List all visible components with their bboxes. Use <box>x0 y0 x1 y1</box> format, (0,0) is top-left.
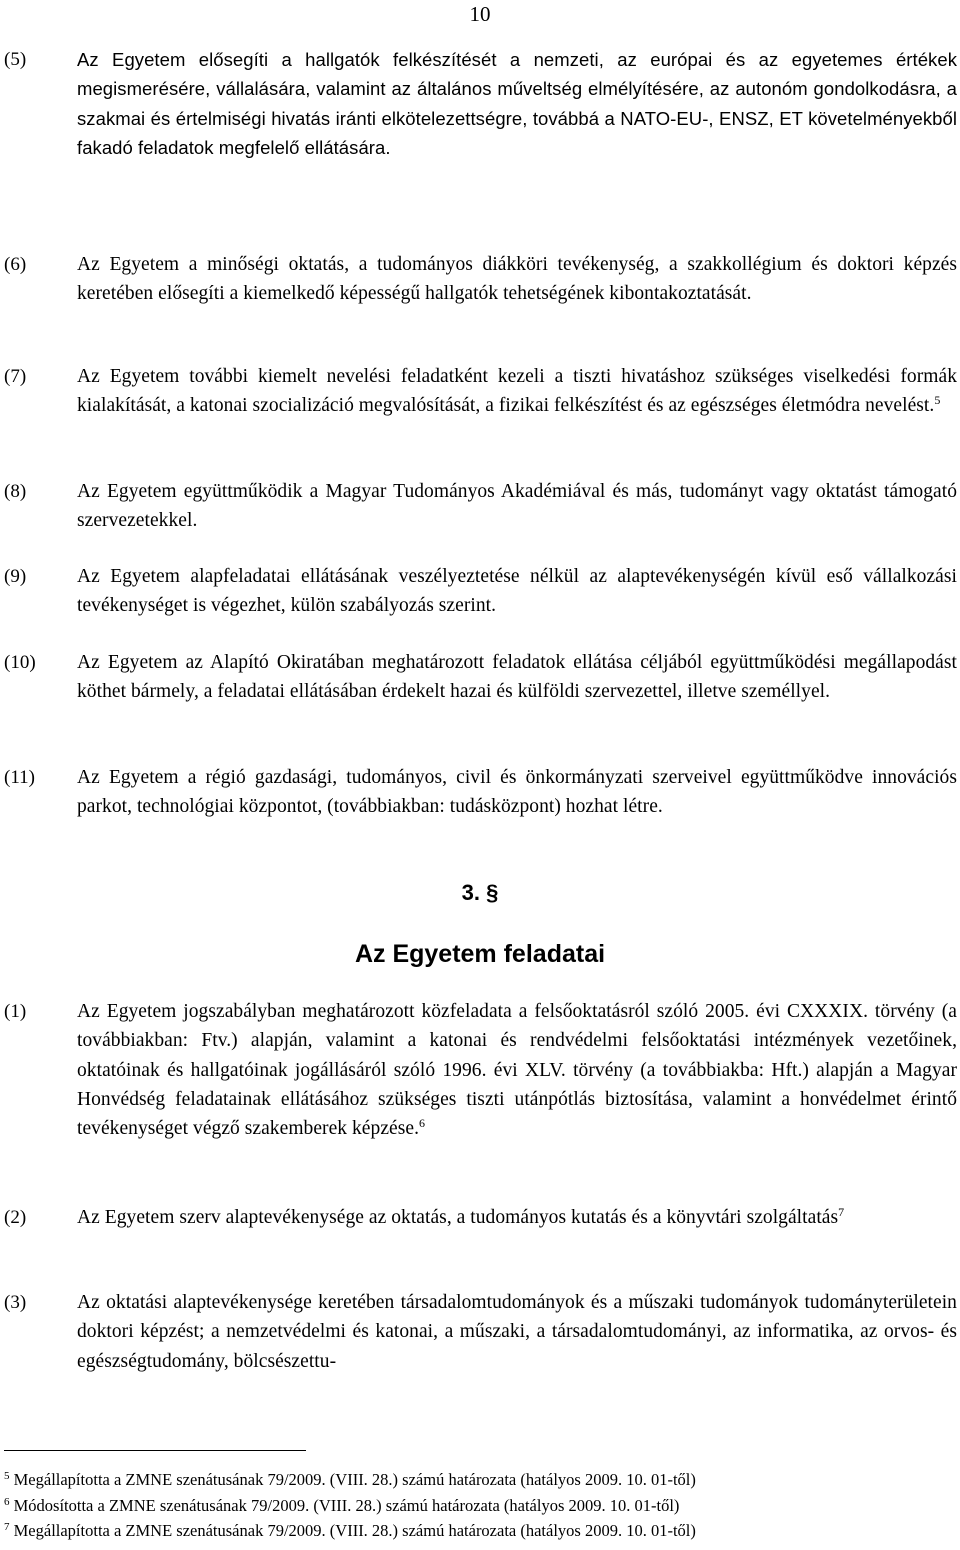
paragraph-text <box>77 763 957 822</box>
paragraph-number: (10) <box>4 652 36 673</box>
paragraph-5 <box>4 45 956 162</box>
footnote-6 <box>4 1493 954 1519</box>
paragraph-7 <box>4 362 956 421</box>
paragraph-text <box>77 648 957 707</box>
paragraph-number: (7) <box>4 366 27 387</box>
section-number: 3. § <box>461 880 499 905</box>
footnote-text: Megállapította a ZMNE szenátusának 79/2009. (VIII. 28.) számú határozata (hatályos 2009. 10. 01-től) <box>13 1470 696 1489</box>
paragraph-body: Az oktatási alaptevékenysége keretében társadalomtudományok és a műszaki tudományok tudományterületein doktori képzést; a nemzetvédelmi és katonai, a műszaki, a társadalomtudományi, az informatika, az orvos- és egészségtudomány, bölcsészettu- <box>77 1292 957 1372</box>
paragraph-body: Az Egyetem a régió gazdasági, tudományos, civil és önkormányzati szerveivel együttműködve innovációs parkot, technológiai központot, (továbbiakban: tudásközpont) hozhat létre. <box>77 767 957 818</box>
paragraph-number: (3) <box>4 1292 27 1313</box>
page-number: 10 <box>469 2 491 26</box>
paragraph-number: (1) <box>4 1001 27 1022</box>
paragraph-text <box>77 362 957 421</box>
paragraph-body: Az Egyetem elősegíti a hallgatók felkészítését a nemzeti, az európai és az egyetemes értékek megismerésére, vállalására, valamint az általános műveltség elmélyítésére, az autonóm gondolkodásra, a szakmai és értelmiségi hivatás iránti elkötelezettségre, továbbá a NATO-EU-, ENSZ, ET követelményekből fakadó feladatok megfelelő ellátására. <box>77 49 957 158</box>
footnote-text: Megállapította a ZMNE szenátusának 79/2009. (VIII. 28.) számú határozata (hatályos 2009. 10. 01-től) <box>13 1521 696 1541</box>
paragraph-body: Az Egyetem a minőségi oktatás, a tudományos diákköri tevékenység, a szakkollégium és doktori képzés keretében elősegíti a kiemelkedő képességű hallgatók tehetségének kibontakoztatását. <box>77 254 957 305</box>
paragraph-11 <box>4 763 956 822</box>
paragraph-number: (5) <box>4 49 27 70</box>
paragraph-text <box>77 45 957 162</box>
paragraph-6 <box>4 250 956 309</box>
paragraph-number: (6) <box>4 254 27 275</box>
section-title: Az Egyetem feladatai <box>354 940 606 968</box>
paragraph-body: Az Egyetem az Alapító Okiratában meghatározott feladatok ellátása céljából együttműködési megállapodást köthet bármely, a feladatai ellátásában érdekelt hazai és külföldi szervezettel, illetve személlyel. <box>77 652 957 703</box>
paragraph-body: Az Egyetem további kiemelt nevelési feladatként kezeli a tiszti hivatáshoz szükséges viselkedési formák kialakítását, a katonai szocializáció megvalósítását, a fizikai felkészítést és az egészséges életmódra nevelést. <box>77 366 957 417</box>
footnote-7 <box>4 1518 954 1544</box>
paragraph-text <box>77 250 957 309</box>
paragraph-body: Az Egyetem szerv alaptevékenysége az oktatás, a tudományos kutatás és a könyvtári szolgáltatás <box>77 1207 839 1228</box>
paragraph-text <box>77 477 957 536</box>
footnote-number: 6 <box>4 1495 10 1508</box>
footnote-text: Módosította a ZMNE szenátusának 79/2009. (VIII. 28.) számú határozata (hatályos 2009. 10. 01-től) <box>13 1495 680 1515</box>
paragraph-text <box>77 1203 957 1232</box>
paragraph-text <box>77 1288 957 1376</box>
paragraph-number: (11) <box>4 767 35 788</box>
footnote-ref: 6 <box>419 1116 426 1131</box>
section-paragraph-2 <box>4 1203 956 1232</box>
footnote-number: 5 <box>4 1470 10 1482</box>
paragraph-text <box>77 562 957 621</box>
paragraph-body: Az Egyetem jogszabályban meghatározott közfeladata a felsőoktatásról szóló 2005. évi CXXXIX. törvény (a továbbiakban: Ftv.) alapján, valamint a katonai és rendvédelmi felsőoktatási intézmények vezetőinek, oktatóinak és hallgatóinak jogállásáról szóló 1996. évi XLV. törvény (a továbbiakba: Hft.) alapján a Magyar Honvédség feladatainak ellátásához szükséges tiszti utánpótlás biztosítása, valamint a honvédelmet érintő tevékenységet végző szakemberek képzése. <box>77 1001 957 1140</box>
paragraph-number: (8) <box>4 481 27 502</box>
paragraph-body: Az Egyetem együttműködik a Magyar Tudományos Akadémiával és más, tudományt vagy oktatást támogató szervezetekkel. <box>77 481 957 532</box>
footnotes <box>4 1467 954 1544</box>
paragraph-text <box>77 997 957 1143</box>
footnote-ref: 5 <box>934 393 941 408</box>
paragraph-number: (2) <box>4 1207 27 1228</box>
footnote-ref: 7 <box>838 1205 845 1219</box>
paragraph-body: Az Egyetem alapfeladatai ellátásának veszélyeztetése nélkül az alaptevékenységén kívül eső vállalkozási tevékenységet is végezhet, külön szabályozás szerint. <box>77 566 957 617</box>
paragraph-9 <box>4 562 956 621</box>
paragraph-8 <box>4 477 956 536</box>
paragraph-10 <box>4 648 956 707</box>
paragraph-number: (9) <box>4 566 27 587</box>
section-paragraph-1 <box>4 997 956 1143</box>
footnote-5 <box>4 1467 954 1493</box>
footnote-number: 7 <box>4 1521 10 1534</box>
footnote-separator <box>4 1450 306 1451</box>
section-paragraph-3 <box>4 1288 956 1376</box>
